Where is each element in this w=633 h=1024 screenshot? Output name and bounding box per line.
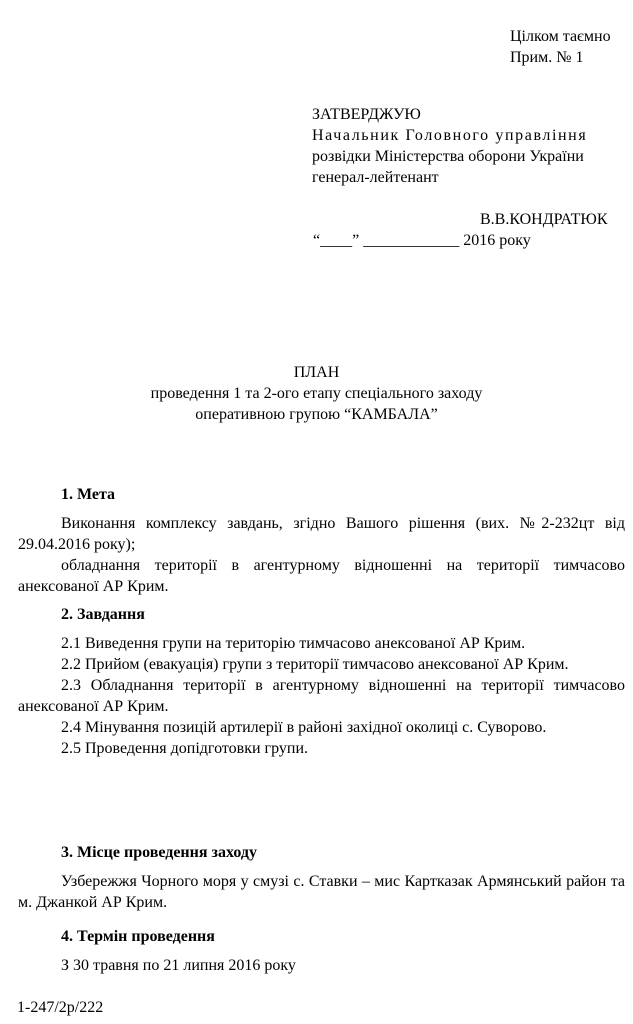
task-item: 2.2 Прийом (евакуація) групи з території тимчасово анексованої АР Крим. [61, 656, 569, 673]
document-title: ПЛАН [293, 364, 340, 381]
approver-rank: генерал-лейтенант [312, 169, 439, 186]
section-tasks [18, 604, 625, 625]
task-item: 2.5 Проведення допідготовки групи. [61, 740, 309, 757]
section-title-place: 3. Місце проведення заходу [61, 844, 257, 861]
approval-date-line: “____” ____________ 2016 року [313, 232, 531, 249]
place-paragraph: Узбережжя Чорного моря у смузі с. Ставки – мис Картказак Армянський район та м. Джанкой АР Крим. [18, 873, 625, 911]
document-subtitle-line1: проведення 1 та 2-ого етапу спеціального заходу [150, 385, 483, 402]
section-place-body [18, 871, 625, 913]
section-term [18, 926, 625, 947]
classification-label: Цілком таємно [510, 28, 611, 45]
copy-number: Прим. № 1 [510, 49, 584, 66]
section-goal [18, 484, 625, 505]
goal-paragraph-2: обладнання території в агентурному відношенні на території тимчасово анексованої АР Крим. [18, 557, 625, 595]
task-item: 2.3 Обладнання території в агентурному відношенні на території тимчасово анексованої АР Крим. [18, 677, 625, 715]
document-reference-number: 1-247/2р/222 [17, 999, 104, 1016]
section-term-body [18, 955, 625, 976]
section-goal-body [18, 513, 625, 597]
task-item: 2.1 Виведення групи на територію тимчасово анексованої АР Крим. [61, 635, 526, 652]
document-subtitle-line2: оперативною групою “КАМБАЛА” [195, 406, 438, 423]
task-item: 2.4 Мінування позицій артилерії в районі західної околиці с. Суворово. [61, 719, 547, 736]
section-place [18, 842, 625, 863]
section-tasks-body [18, 633, 625, 759]
approval-heading: ЗАТВЕРДЖУЮ [312, 106, 421, 123]
approval-block [312, 104, 587, 188]
approver-position-line1: Начальник Головного управління [312, 127, 588, 144]
term-paragraph: З 30 травня по 21 липня 2016 року [61, 957, 296, 974]
document-title-block [0, 362, 633, 425]
section-title-term: 4. Термін проведення [61, 928, 215, 945]
approver-position-line2: розвідки Міністерства оборони України [312, 148, 584, 165]
section-title-goal: 1. Мета [61, 486, 116, 503]
classification-block [510, 26, 611, 68]
approver-name: В.В.КОНДРАТЮК [480, 211, 608, 228]
goal-paragraph-1: Виконання комплексу завдань, згідно Вашого рішення (вих. №2-232цт від 29.04.2016 року); [18, 515, 625, 553]
section-title-tasks: 2. Завдання [61, 606, 145, 623]
